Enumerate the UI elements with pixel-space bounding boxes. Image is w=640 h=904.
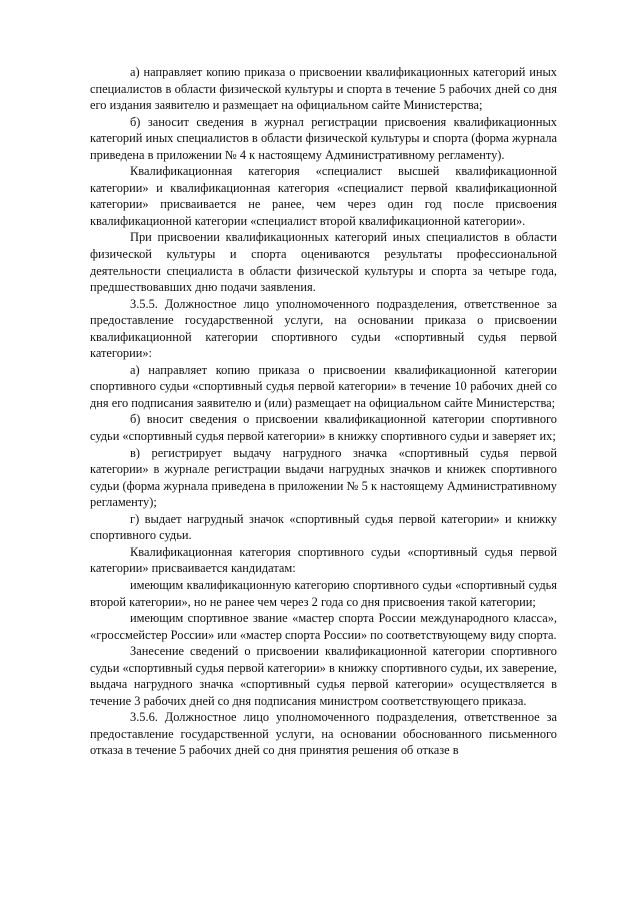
paragraph: Занесение сведений о присвоении квалификационной категории спортивного судьи «спортивный судья первой категории» в книжку спортивного судьи, их заверение, выдача нагрудного значка «спортивный судья первой категории» осуществляется в течение 3 рабочих дней со дня подписания министром соответствующего приказа. xyxy=(90,644,557,708)
paragraph: а) направляет копию приказа о присвоении квалификационных категорий иных специалистов в области физической культуры и спорта в течение 5 рабочих дней со дня его издания заявителю и размещает на официальном сайте Министерства; xyxy=(90,65,557,113)
paragraph: в) регистрирует выдачу нагрудного значка «спортивный судья первой категории» в журнале регистрации выдачи нагрудных значков и книжек спортивного судьи (форма журнала приведена в приложении № 5 к настоящему Административному регламенту); xyxy=(90,445,557,510)
paragraph: Квалификационная категория «специалист высшей квалификационной категории» и квалификационная категория «специалист первой квалификационной категории» присваивается не ранее, чем через один год после присвоения квалификационной категории «специалист второй квалификационной категории». xyxy=(90,164,557,228)
paragraph: а) направляет копию приказа о присвоении квалификационной категории спортивного судьи «спортивный судья первой категории» в течение 10 рабочих дней со дня его подписания заявителю и (или) размещает на официальном сайте Министерства; xyxy=(90,362,557,410)
paragraph: г) выдает нагрудный значок «спортивный судья первой категории» и книжку спортивного судьи. xyxy=(90,511,557,543)
paragraph: б) заносит сведения в журнал регистрации присвоения квалификационных категорий иных специалистов в области физической культуры и спорта (форма журнала приведена в приложении № 4 к настоящему Административному регламенту). xyxy=(90,114,557,162)
paragraph: 3.5.6. Должностное лицо уполномоченного подразделения, ответственное за предоставление государственной услуги, на основании обоснованного письменного отказа в течение 5 рабочих дней со дня принятия решения об отказе в xyxy=(90,710,557,758)
paragraph: б) вносит сведения о присвоении квалификационной категории спортивного судьи «спортивный судья первой категории» в книжку спортивного судьи и заверяет их; xyxy=(90,412,557,444)
paragraph: 3.5.5. Должностное лицо уполномоченного подразделения, ответственное за предоставление государственной услуги, на основании приказа о присвоении квалификационной категории спортивного судьи «спортивный судья первой категории»: xyxy=(90,296,557,361)
paragraph: При присвоении квалификационных категорий иных специалистов в области физической культуры и спорта оцениваются результаты профессиональной деятельности специалиста в области физической культуры и спорта за четыре года, предшествовавших дню подачи заявления. xyxy=(90,230,557,295)
document-page xyxy=(90,64,557,759)
paragraph: Квалификационная категория спортивного судьи «спортивный судья первой категории» присваивается кандидатам: xyxy=(90,544,557,576)
paragraph: имеющим спортивное звание «мастер спорта России международного класса», «гроссмейстер России» или «мастер спорта России» по соответствующему виду спорта. xyxy=(90,611,557,642)
paragraph: имеющим квалификационную категорию спортивного судьи «спортивный судья второй категории», но не ранее чем через 2 года со дня присвоения такой категории; xyxy=(90,577,557,609)
